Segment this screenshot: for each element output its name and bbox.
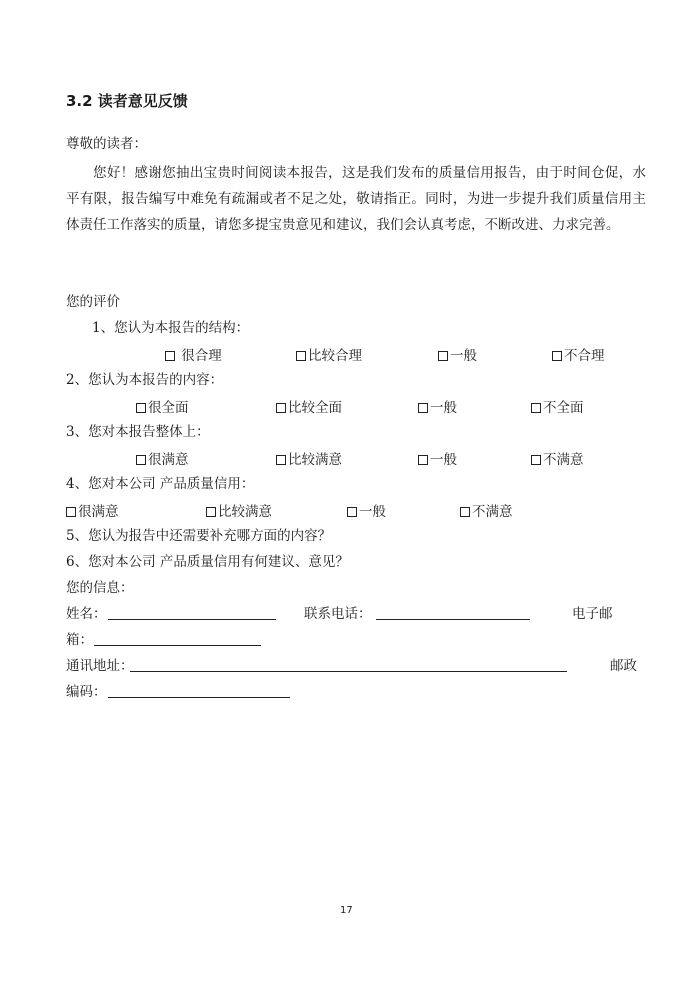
checkbox-icon[interactable] (531, 403, 541, 413)
question-4-label: 4、您对本公司 产品质量信用： (66, 476, 255, 492)
address-label: 通讯地址： (66, 658, 134, 674)
salutation: 尊敬的读者： (66, 136, 147, 152)
checkbox-icon[interactable] (296, 351, 306, 361)
q3-option-3[interactable]: 一般 (418, 448, 457, 468)
q4-option-2[interactable]: 比较满意 (206, 500, 272, 520)
checkbox-icon[interactable] (206, 507, 216, 517)
q4-option-3[interactable]: 一般 (347, 500, 386, 520)
address-field[interactable] (130, 671, 567, 672)
q1-option-1[interactable]: 很合理 (165, 344, 222, 364)
q1-option-4[interactable]: 不合理 (552, 344, 605, 364)
checkbox-icon[interactable] (552, 351, 562, 361)
checkbox-icon[interactable] (531, 455, 541, 465)
phone-label: 联系电话： (304, 606, 372, 622)
question-6-label: 6、您对本公司 产品质量信用有何建议、意见？ (66, 554, 349, 570)
q4-option-4[interactable]: 不满意 (460, 500, 513, 520)
question-5-label: 5、您认为报告中还需要补充哪方面的内容？ (66, 528, 332, 544)
checkbox-icon[interactable] (136, 455, 146, 465)
postcode-label-part1: 邮政 (610, 658, 637, 674)
checkbox-icon[interactable] (438, 351, 448, 361)
checkbox-icon[interactable] (418, 455, 428, 465)
checkbox-icon[interactable] (418, 403, 428, 413)
checkbox-icon[interactable] (276, 403, 286, 413)
question-1-label: 1、您认为本报告的结构： (92, 320, 250, 336)
checkbox-icon[interactable] (165, 351, 175, 361)
checkbox-icon[interactable] (136, 403, 146, 413)
q4-option-1[interactable]: 很满意 (66, 500, 119, 520)
section-title: 3.2 读者意见反馈 (66, 92, 188, 110)
email-label-part2: 箱： (66, 632, 93, 648)
checkbox-icon[interactable] (460, 507, 470, 517)
q2-option-1[interactable]: 很全面 (136, 396, 189, 416)
q1-option-3[interactable]: 一般 (438, 344, 477, 364)
checkbox-icon[interactable] (276, 455, 286, 465)
evaluation-heading: 您的评价 (66, 294, 120, 310)
q1-option-2[interactable]: 比较合理 (296, 344, 362, 364)
name-field[interactable] (108, 619, 276, 620)
checkbox-icon[interactable] (66, 507, 76, 517)
email-label-part1: 电子邮 (572, 606, 613, 622)
phone-field[interactable] (376, 619, 530, 620)
postcode-field[interactable] (108, 697, 290, 698)
info-heading: 您的信息： (66, 580, 134, 596)
intro-paragraph: 您好！感谢您抽出宝贵时间阅读本报告，这是我们发布的质量信用报告，由于时间仓促，水平有限，报告编写中难免有疏漏或者不足之处，敬请指正。同时，为进一步提升我们质量信用主体责任工作落实的质量，请您多提宝贵意见和建议，我们会认真考虑，不断改进、力求完善。 (66, 165, 646, 233)
name-label: 姓名： (66, 606, 107, 622)
q2-option-2[interactable]: 比较全面 (276, 396, 342, 416)
q3-option-2[interactable]: 比较满意 (276, 448, 342, 468)
page-number: 17 (340, 905, 353, 916)
q3-option-1[interactable]: 很满意 (136, 448, 189, 468)
q2-option-4[interactable]: 不全面 (531, 396, 584, 416)
postcode-label-part2: 编码： (66, 684, 107, 700)
email-field[interactable] (94, 645, 261, 646)
q2-option-3[interactable]: 一般 (418, 396, 457, 416)
question-2-label: 2、您认为本报告的内容： (66, 372, 224, 388)
question-3-label: 3、您对本报告整体上： (66, 424, 210, 440)
q3-option-4[interactable]: 不满意 (531, 448, 584, 468)
checkbox-icon[interactable] (347, 507, 357, 517)
